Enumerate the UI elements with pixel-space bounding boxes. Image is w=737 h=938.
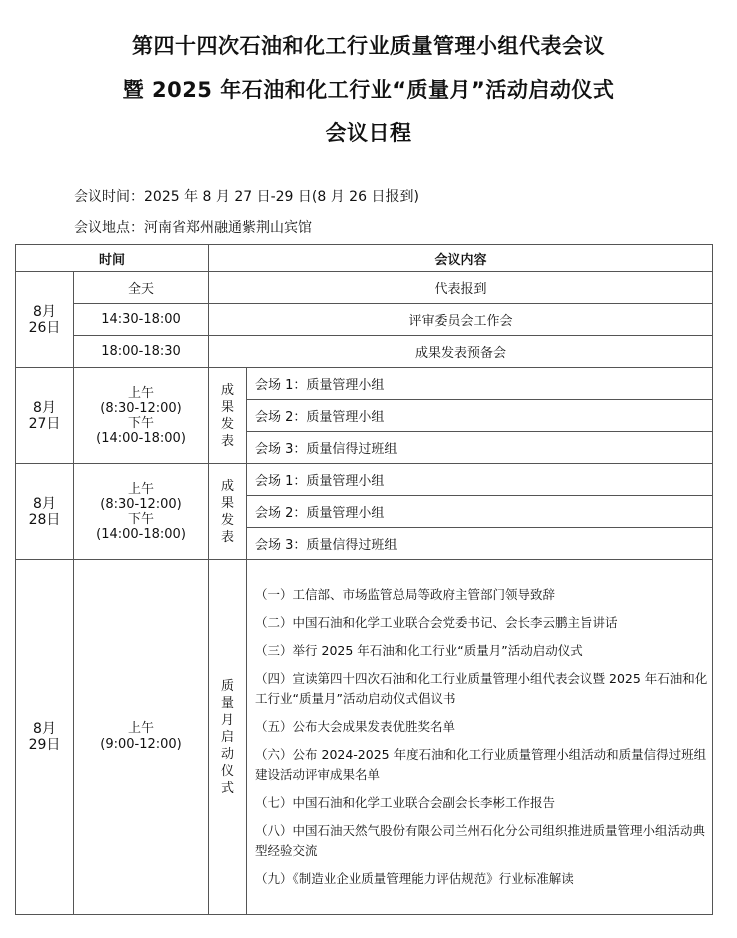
agenda-item: （七）中国石油和化学工业联合会副会长李彬工作报告 bbox=[255, 795, 556, 810]
section-label-presentation: 成 果 发 表 bbox=[209, 368, 247, 464]
title-line-3: 会议日程 bbox=[325, 121, 412, 145]
time-cell: 全天 bbox=[74, 272, 209, 304]
date-aug-28: 8月 28日 bbox=[16, 464, 74, 560]
time-cell: 14:30-18:00 bbox=[74, 304, 209, 336]
agenda-list bbox=[247, 560, 713, 915]
table-row bbox=[16, 272, 713, 304]
title-line-2: 暨 2025 年石油和化工行业“质量月”活动启动仪式 bbox=[122, 78, 615, 102]
title-line-1: 第四十四次石油和化工行业质量管理小组代表会议 bbox=[132, 34, 605, 58]
content-cell: 成果发表预备会 bbox=[209, 336, 713, 368]
agenda-item: （一）工信部、市场监管总局等政府主管部门领导致辞 bbox=[255, 587, 556, 602]
schedule-table bbox=[15, 244, 713, 915]
meeting-time: 会议时间：2025 年 8 月 27 日-29 日(8 月 26 日报到) bbox=[74, 189, 419, 205]
content-cell: 评审委员会工作会 bbox=[209, 304, 713, 336]
agenda-item: （六）公布 2024-2025 年度石油和化工行业质量管理小组活动和质量信得过班组建设活动评审成果名单 bbox=[255, 747, 707, 782]
agenda-item: 会场 1：质量管理小组 bbox=[247, 368, 713, 400]
time-cell: 上午 (8:30-12:00) 下午 (14:00-18:00) bbox=[74, 368, 209, 464]
table-row bbox=[16, 464, 713, 496]
section-label-launch-ceremony: 质 量 月 启 动 仪 式 bbox=[209, 560, 247, 915]
table-row bbox=[16, 560, 713, 915]
table-row bbox=[16, 368, 713, 400]
time-cell: 上午 (9:00-12:00) bbox=[74, 560, 209, 915]
meeting-place: 会议地点：河南省郑州融通紫荆山宾馆 bbox=[74, 220, 312, 236]
date-aug-29: 8月 29日 bbox=[16, 560, 74, 915]
agenda-item: （八）中国石油天然气股份有限公司兰州石化分公司组织推进质量管理小组活动典型经验交流 bbox=[255, 823, 706, 858]
table-row bbox=[16, 336, 713, 368]
time-cell: 上午 (8:30-12:00) 下午 (14:00-18:00) bbox=[74, 464, 209, 560]
agenda-item: （五）公布大会成果发表优胜奖名单 bbox=[255, 719, 456, 734]
agenda-item: 会场 2：质量管理小组 bbox=[247, 496, 713, 528]
table-header-row bbox=[16, 245, 713, 272]
agenda-item: （四）宣读第四十四次石油和化工行业质量管理小组代表会议暨 2025 年石油和化工行业“质量月”活动启动仪式倡议书 bbox=[255, 671, 708, 706]
agenda-item: 会场 3：质量信得过班组 bbox=[247, 528, 713, 560]
date-aug-27: 8月 27日 bbox=[16, 368, 74, 464]
agenda-item: （三）举行 2025 年石油和化工行业“质量月”活动启动仪式 bbox=[255, 643, 583, 658]
agenda-item: 会场 3：质量信得过班组 bbox=[247, 432, 713, 464]
date-aug-26: 8月 26日 bbox=[16, 272, 74, 368]
time-cell: 18:00-18:30 bbox=[74, 336, 209, 368]
agenda-item: 会场 2：质量管理小组 bbox=[247, 400, 713, 432]
agenda-item: 会场 1：质量管理小组 bbox=[247, 464, 713, 496]
header-content: 会议内容 bbox=[209, 245, 713, 272]
content-cell: 代表报到 bbox=[209, 272, 713, 304]
section-label-presentation: 成 果 发 表 bbox=[209, 464, 247, 560]
table-row bbox=[16, 304, 713, 336]
agenda-item: （二）中国石油和化学工业联合会党委书记、会长李云鹏主旨讲话 bbox=[255, 615, 618, 630]
agenda-item: （九）《制造业企业质量管理能力评估规范》行业标准解读 bbox=[255, 871, 574, 886]
header-time: 时间 bbox=[16, 245, 209, 272]
